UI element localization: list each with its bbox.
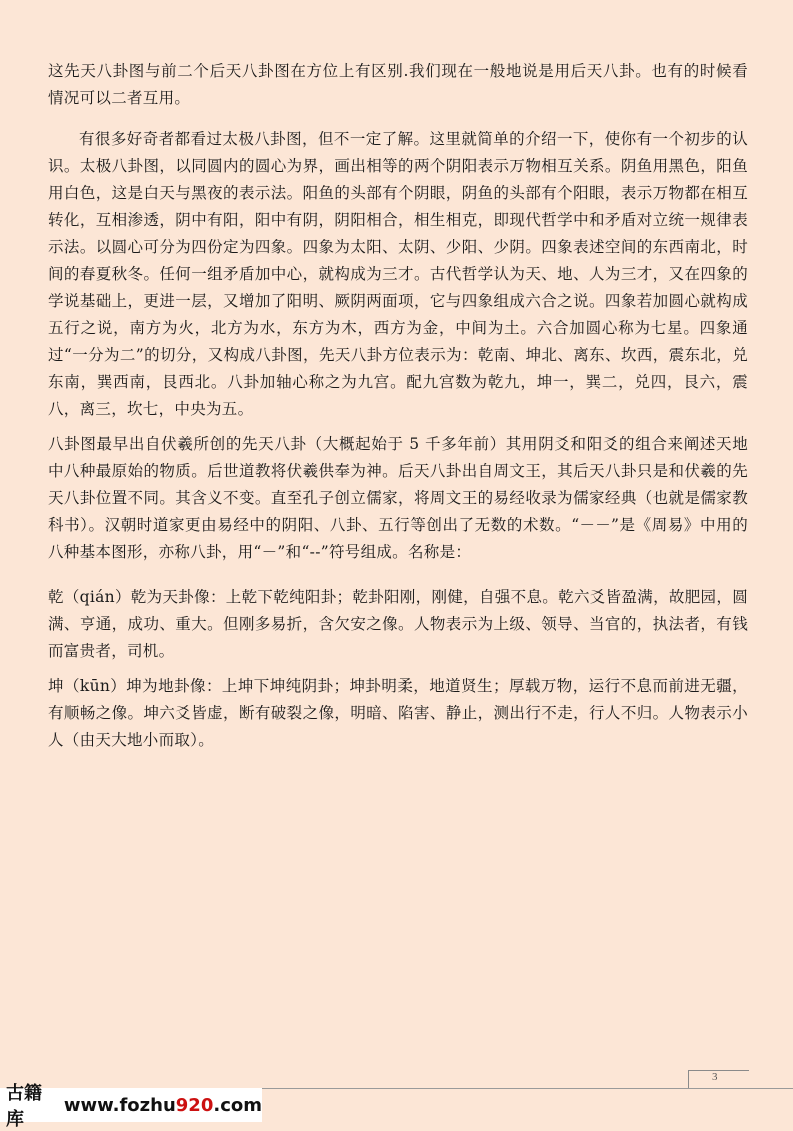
watermark-site-number: 920 [175, 1094, 214, 1116]
watermark-brand: 古籍库 [6, 1083, 42, 1130]
paragraph-3: 八卦图最早出自伏羲所创的先天八卦（大概起始于 5 千多年前）其用阴爻和阳爻的组合来阐述天地中八种最原始的物质。后世道教将伏羲供奉为神。后天八卦出自周文王，其后天八卦只是和伏羲的先天八卦位置不同。其含义不变。直至孔子创立儒家，将周文王的易经收录为儒家经典（也就是儒家教科书）。汉朝时道家更由易经中的阴阳、八卦、五行等创出了无数的术数。“－－”是《周易》中用的八种基本图形，亦称八卦，用“－”和“--”符号组成。名称是： [48, 435, 748, 561]
watermark-site-prefix: www.fozhu [63, 1094, 176, 1116]
document-body [48, 58, 748, 754]
page-number-frame [688, 1070, 749, 1089]
paragraph-qian: 乾（qián）乾为天卦像：上乾下乾纯阳卦；乾卦阳刚，刚健，自强不息。乾六爻皆盈满，故肥园，圆满、亨通，成功、重大。但刚多易折，含欠安之像。人物表示为上级、领导、当官的，执法者，有钱而富贵者，司机。 [48, 588, 748, 660]
watermark-site [64, 1095, 262, 1116]
site-watermark [0, 1083, 262, 1130]
paragraph-2: 有很多好奇者都看过太极八卦图，但不一定了解。这里就简单的介绍一下，使你有一个初步的认识。太极八卦图，以同圆内的圆心为界，画出相等的两个阴阳表示万物相互关系。阴鱼用黑色，阳鱼用白色，这是白天与黑夜的表示法。阳鱼的头部有个阴眼，阴鱼的头部有个阳眼，表示万物都在相互转化，互相渗透，阴中有阳，阳中有阴，阴阳相合，相生相克，即现代哲学中和矛盾对立统一规律表示法。以圆心可分为四份定为四象。四象为太阳、太阴、少阳、少阴。四象表述空间的东西南北，时间的春夏秋冬。任何一组矛盾加中心，就构成为三才。古代哲学认为天、地、人为三才，又在四象的学说基础上，更进一层，又增加了阳明、厥阴两面项，它与四象组成六合之说。四象若加圆心就构成五行之说，南方为火，北方为水，东方为木，西方为金，中间为土。六合加圆心称为七星。四象通过“一分为二”的切分，又构成八卦图，先天八卦方位表示为：乾南、坤北、离东、坎西，震东北，兑东南，巽西南，艮西北。八卦加轴心称之为九宫。配九宫数为乾九，坤一，巽二，兑四，艮六，震八，离三，坎七，中央为五。 [48, 130, 748, 418]
page-number: 3 [712, 1071, 718, 1083]
paragraph-1: 这先天八卦图与前二个后天八卦图在方位上有区别.我们现在一般地说是用后天八卦。也有的时候看情况可以二者互用。 [48, 62, 748, 107]
watermark-site-suffix: .com [213, 1094, 262, 1116]
paragraph-kun: 坤（kūn）坤为地卦像：上坤下坤纯阴卦；坤卦明柔，地道贤生；厚载万物，运行不息而前进无疆，有顺畅之像。坤六爻皆虚，断有破裂之像，明暗、陷害、静止，测出行不走，行人不归。人物表示小人（由天大地小而取）。 [48, 677, 748, 749]
